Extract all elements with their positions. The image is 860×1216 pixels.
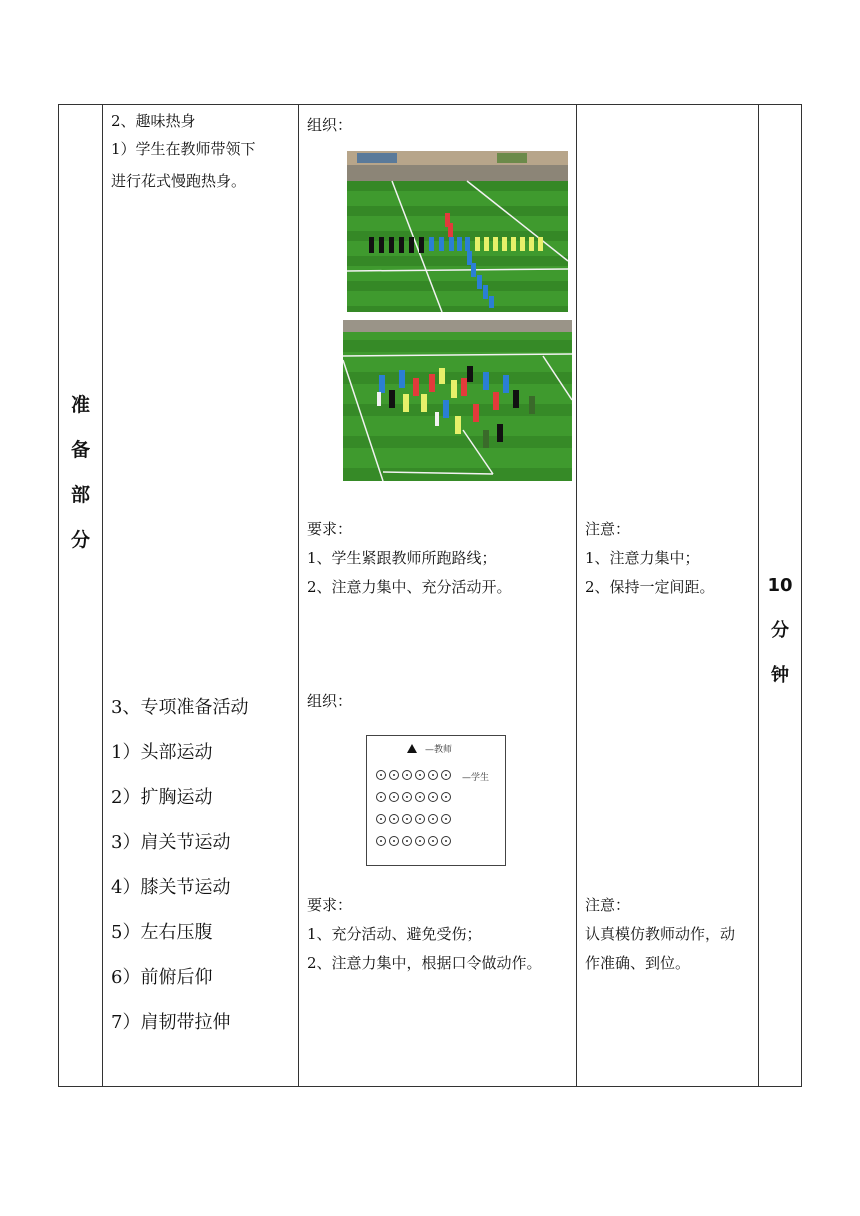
student-dot-icon [428, 792, 438, 802]
req-item: 1、学生紧跟教师所跑路线； [307, 549, 497, 567]
warmup-note [585, 515, 715, 602]
note-label: 注意： [585, 520, 631, 538]
special-note [585, 891, 735, 978]
note-item: 2、保持一定间距。 [585, 578, 715, 596]
student-row [376, 814, 454, 827]
section-char: 部 [70, 484, 90, 506]
duration-char: 钟 [771, 665, 789, 686]
student-dot-icon [402, 792, 412, 802]
student-dot-icon [441, 836, 451, 846]
student-dot-icon [402, 836, 412, 846]
special-item: 5）左右压腹 [111, 922, 213, 943]
section-char: 准 [70, 394, 90, 416]
warmup-org [307, 111, 352, 140]
req-item: 2、注意力集中、充分活动开。 [307, 578, 512, 596]
req-item: 1、充分活动、避免受伤； [307, 925, 482, 943]
section-char: 备 [70, 439, 90, 461]
warmup-title: 2、趣味热身 [111, 112, 196, 130]
column-divider [102, 105, 103, 1086]
student-dot-icon [389, 770, 399, 780]
special-item: 3）肩关节运动 [111, 832, 231, 853]
note-item: 1、注意力集中； [585, 549, 700, 567]
student-dot-icon [402, 770, 412, 780]
special-item: 7）肩韧带拉伸 [111, 1012, 231, 1033]
warmup-line: 进行花式慢跑热身。 [111, 172, 247, 190]
student-dot-icon [389, 836, 399, 846]
warmup-req [307, 515, 512, 602]
special-item: 4）膝关节运动 [111, 877, 231, 898]
teacher-label: —教师 [425, 745, 453, 755]
special-content [111, 685, 295, 1045]
teacher-marker [407, 742, 452, 755]
student-row [376, 836, 454, 849]
org-label: 组织： [307, 116, 353, 134]
student-dot-icon [376, 770, 386, 780]
note-label: 注意： [585, 896, 631, 914]
note-line: 认真模仿教师动作，动 [585, 925, 736, 943]
teacher-triangle-icon [407, 744, 417, 753]
column-divider [298, 105, 299, 1086]
duration-value: 10 [767, 575, 793, 596]
special-title: 3、专项准备活动 [111, 697, 249, 718]
formation-photo-2 [343, 320, 572, 481]
student-dot-icon [441, 770, 451, 780]
duration-char: 分 [771, 620, 789, 641]
note-line: 作准确、到位。 [585, 954, 691, 972]
student-dot-icon [415, 770, 425, 780]
student-row [376, 770, 454, 783]
student-dot-icon [415, 814, 425, 824]
student-row [376, 792, 454, 805]
student-dot-icon [389, 792, 399, 802]
column-divider [576, 105, 577, 1086]
student-dot-icon [376, 836, 386, 846]
formation-photo-1 [347, 151, 568, 312]
req-item: 2、注意力集中，根据口令做动作。 [307, 954, 542, 972]
special-req [307, 891, 542, 978]
special-item: 2）扩胸运动 [111, 787, 213, 808]
student-dot-icon [428, 770, 438, 780]
warmup-line: 1）学生在教师带领下 [111, 140, 256, 158]
req-label: 要求： [307, 520, 353, 538]
special-org [307, 687, 352, 716]
formation-diagram [366, 735, 506, 866]
warmup-content [111, 109, 295, 197]
lesson-plan-table [58, 104, 802, 1087]
student-dot-icon [376, 792, 386, 802]
student-dot-icon [441, 814, 451, 824]
req-label: 要求： [307, 896, 353, 914]
special-item: 1）头部运动 [111, 742, 213, 763]
student-dot-icon [402, 814, 412, 824]
student-dot-icon [428, 814, 438, 824]
student-label: —学生 [462, 773, 490, 783]
student-dot-icon [415, 836, 425, 846]
student-dot-icon [441, 792, 451, 802]
student-dot-icon [415, 792, 425, 802]
student-dot-icon [428, 836, 438, 846]
special-item: 6）前俯后仰 [111, 967, 213, 988]
section-label [59, 383, 102, 563]
section-char: 分 [70, 529, 90, 551]
student-dot-icon [376, 814, 386, 824]
org-label: 组织： [307, 692, 353, 710]
student-dot-icon [389, 814, 399, 824]
duration-label [758, 563, 802, 698]
